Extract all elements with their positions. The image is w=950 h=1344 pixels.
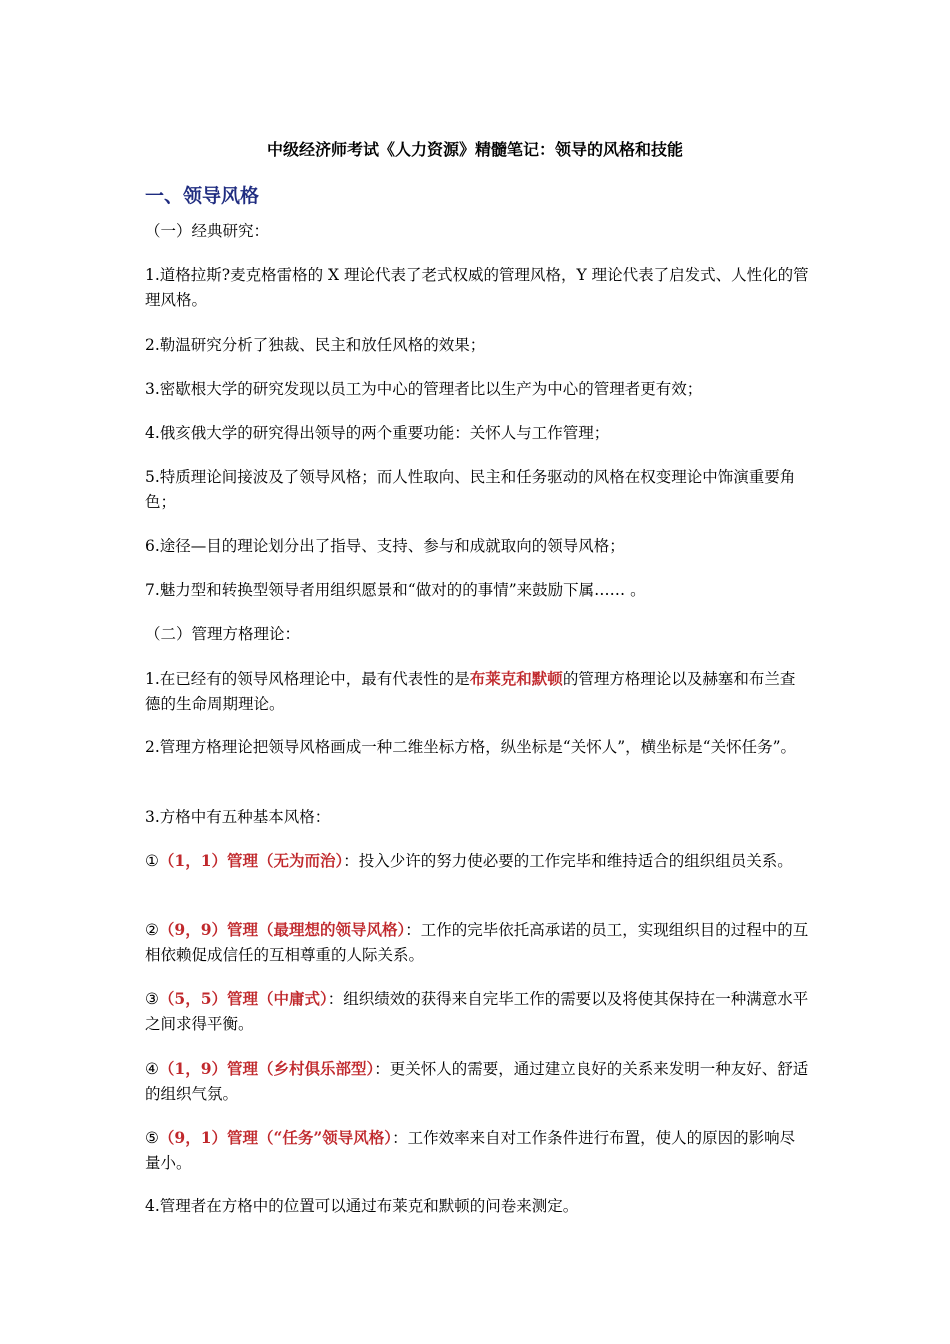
paragraph-item-6: 6.途径—目的理论划分出了指导、支持、参与和成就取向的领导风格； bbox=[145, 537, 625, 555]
paragraph-grid-3: 3.方格中有五种基本风格： bbox=[145, 808, 331, 826]
style-item-1 bbox=[145, 848, 810, 874]
paragraph-grid-4: 4.管理者在方格中的位置可以通过布莱克和默顿的问卷来测定。 bbox=[145, 1197, 579, 1215]
circled-number: ② bbox=[145, 921, 159, 939]
document-title: 中级经济师考试《人力资源》精髓笔记：领导的风格和技能 bbox=[266, 140, 683, 159]
style-label: （9，9）管理（最理想的领导风格） bbox=[158, 920, 406, 939]
paragraph-item-3: 3.密歇根大学的研究发现以员工为中心的管理者比以生产为中心的管理者更有效； bbox=[145, 380, 703, 398]
style-label: （1，9）管理（乡村俱乐部型） bbox=[158, 1059, 375, 1078]
text-segment: 1.在已经有的领导风格理论中，最有代表性的是 bbox=[145, 670, 470, 688]
paragraph-item-4: 4.俄亥俄大学的研究得出领导的两个重要功能：关怀人与工作管理； bbox=[145, 424, 610, 442]
circled-number: ③ bbox=[145, 990, 159, 1008]
paragraph-item-5: 5.特质理论间接波及了领导风格；而人性取向、民主和任务驱动的风格在权变理论中饰演重要角色； bbox=[145, 468, 796, 511]
style-description: ：组织绩效的获得来自完毕工作的需要以及将使其保持在一种满意水平之间求得平衡。 bbox=[145, 990, 809, 1033]
paragraph-grid-2: 2.管理方格理论把领导风格画成一种二维坐标方格，纵坐标是“关怀人”，横坐标是“关怀任务”。 bbox=[145, 738, 796, 756]
paragraph-item-7: 7.魅力型和转换型领导者用组织愿景和“做对的的事情”来鼓励下属…… 。 bbox=[145, 581, 646, 599]
style-item-3 bbox=[145, 986, 810, 1037]
style-description: ：工作效率来自对工作条件进行布置，使人的原因的影响尽量小。 bbox=[145, 1129, 796, 1172]
section-heading-leadership-style: 一、领导风格 bbox=[145, 185, 260, 207]
style-description: ：投入少许的努力使必要的工作完毕和维持适合的组织组员关系。 bbox=[343, 852, 793, 870]
paragraph-item-2: 2.勒温研究分析了独裁、民主和放任风格的效果； bbox=[145, 336, 486, 354]
subheading-managerial-grid: （二）管理方格理论： bbox=[145, 625, 301, 643]
style-label: （9，1）管理（“任务”领导风格） bbox=[158, 1128, 393, 1147]
highlight-blake-mouton: 布莱克和默顿 bbox=[469, 669, 563, 688]
text-segment: 的管理方格理论以及赫塞和布兰查德的生命周期理论。 bbox=[145, 670, 796, 713]
style-item-5 bbox=[145, 1125, 810, 1176]
subheading-classic-research: （一）经典研究： bbox=[145, 222, 270, 240]
style-item-2 bbox=[145, 917, 810, 968]
circled-number: ⑤ bbox=[145, 1129, 159, 1147]
style-label: （1，1）管理（无为而治） bbox=[158, 851, 344, 870]
style-label: （5，5）管理（中庸式） bbox=[158, 989, 328, 1008]
paragraph-grid-1 bbox=[145, 666, 810, 717]
paragraph-item-1: 1.道格拉斯?麦克格雷格的 X 理论代表了老式权威的管理风格，Y 理论代表了启发式、人性化的管理风格。 bbox=[145, 266, 809, 309]
style-description: ：工作的完毕依托高承诺的员工，实现组织目的过程中的互相依赖促成信任的互相尊重的人际关系。 bbox=[145, 921, 809, 964]
style-item-4 bbox=[145, 1056, 810, 1107]
circled-number: ① bbox=[145, 852, 159, 870]
circled-number: ④ bbox=[145, 1060, 159, 1078]
style-description: ：更关怀人的需要，通过建立良好的关系来发明一种友好、舒适的组织气氛。 bbox=[145, 1060, 809, 1103]
